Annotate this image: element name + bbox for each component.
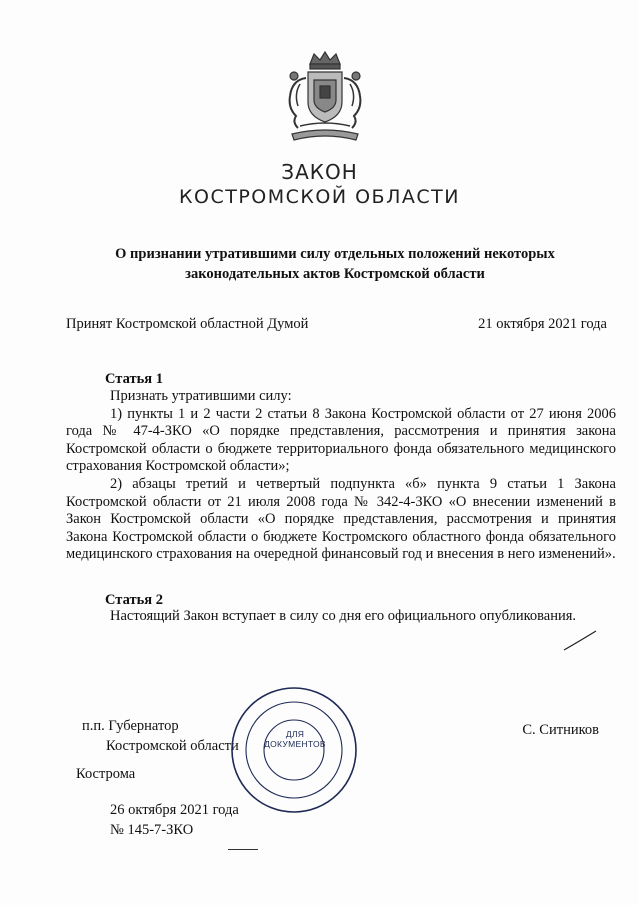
signatory-name: С. Ситников xyxy=(522,722,599,738)
law-subject-line: О признании утратившими силу отдельных положений некоторых xyxy=(115,246,555,262)
region-heading: КОСТРОМСКОЙ ОБЛАСТИ xyxy=(179,186,460,208)
registration-number: № 145-7-ЗКО xyxy=(110,822,194,838)
article-2-text: Настоящий Закон вступает в силу со дня его официального опубликования. xyxy=(110,608,577,624)
law-subject xyxy=(100,244,570,284)
article-2-body xyxy=(66,608,616,626)
article-1-lead: Признать утратившими силу: xyxy=(110,388,292,404)
coat-of-arms-icon xyxy=(270,50,380,150)
city: Кострома xyxy=(76,766,136,782)
divider xyxy=(228,849,258,850)
registration-block xyxy=(110,800,239,840)
stamp-center-line: ДЛЯ xyxy=(285,729,305,739)
signatory-title-line: Костромской области xyxy=(106,738,239,754)
signature-stroke-icon xyxy=(560,628,600,654)
article-1-body xyxy=(66,388,616,564)
article-1-item-1: 1) пункты 1 и 2 части 2 статьи 8 Закона Костромской области от 27 июня 2006 года № 47-4-ЗКО «О порядке представления, рассмотрения и принятия закона Костромской области о бюджете территориального фонда обязательного медицинского страхования Костромской области»; xyxy=(66,405,616,475)
signatory-title-line: п.п. Губернатор xyxy=(82,718,179,734)
registration-date: 26 октября 2021 года xyxy=(110,802,239,818)
stamp-center-line: ДОКУМЕНТОВ xyxy=(264,739,326,749)
article-2-heading: Статья 2 xyxy=(105,592,163,608)
official-stamp-icon xyxy=(228,684,360,816)
article-1-item-2: 2) абзацы третий и четвертый подпункта «б» пункта 9 статьи 1 Закона Костромской области от 21 июля 2008 года № 342-4-ЗКО «О внесении изменений в Закон Костромской области «О порядке представления, рассмотрения и принятия Закона Костромской области о бюджете Костромского областного фонда обязательного медицинского страхования на очередной финансовый год и внесения в него изменений». xyxy=(66,475,616,563)
adopted-date: 21 октября 2021 года xyxy=(478,316,607,332)
law-heading: ЗАКОН xyxy=(281,160,358,184)
article-1-heading: Статья 1 xyxy=(105,371,163,387)
adopted-by: Принят Костромской областной Думой xyxy=(66,316,309,332)
law-subject-line: законодательных актов Костромской области xyxy=(185,266,485,282)
stamp-center-text xyxy=(264,729,326,749)
signatory-title xyxy=(82,716,239,756)
